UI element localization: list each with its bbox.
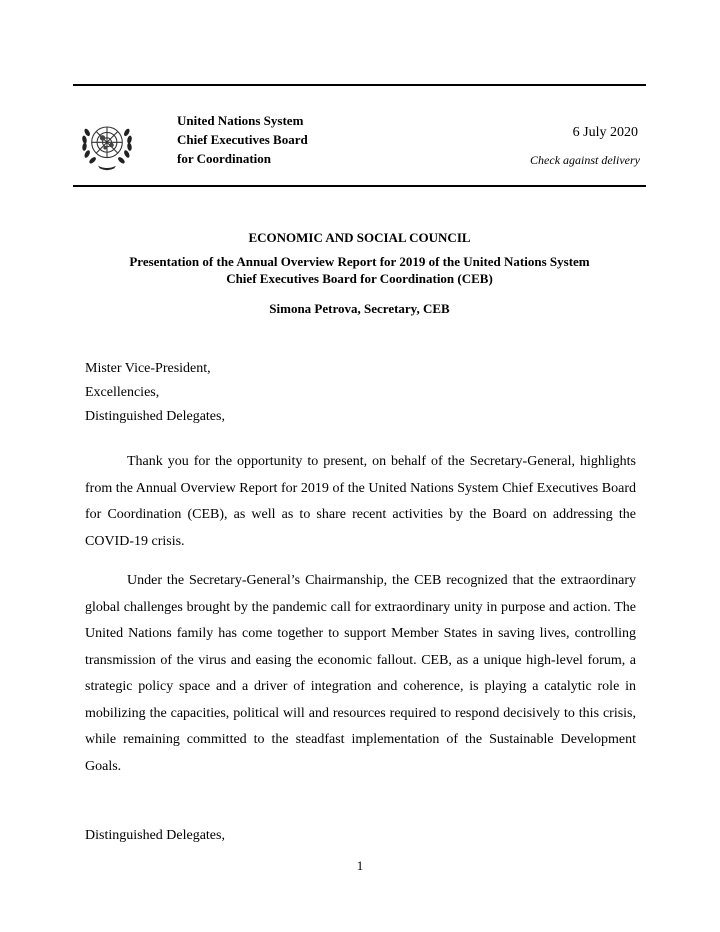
document-date: 6 July 2020 [572,125,638,140]
header-top-rule [73,84,646,86]
org-line-3: for Coordination [177,151,272,166]
body-paragraph-2 [85,568,636,780]
org-line-1: United Nations System [177,113,304,128]
salutation-line-1: Mister Vice-President, [85,361,211,376]
salutation-line-2: Excellencies, [85,385,160,400]
org-line-2: Chief Executives Board [177,132,308,147]
speaker-line: Simona Petrova, Secretary, CEB [269,301,450,316]
page-number: 1 [356,858,364,873]
paragraph-1-text: Thank you for the opportunity to present, on behalf of the Secretary-General, highlights from the Annual Overview Report for 2019 of the United Nations System Chief Executives Board for Coordination (CEB), as well as to share recent activities by the Board on addressing the COVID-19 crisis. [85,454,636,549]
header-bottom-rule [73,185,646,187]
salutation-line-3: Distinguished Delegates, [85,409,225,424]
closing-salutation: Distinguished Delegates, [85,828,225,843]
presentation-title-line-1: Presentation of the Annual Overview Report for 2019 of the United Nations System [129,254,590,269]
delivery-note: Check against delivery [530,153,640,167]
presentation-title-line-2: Chief Executives Board for Coordination (CEB) [226,271,493,286]
body-paragraph-1 [85,449,636,555]
organization-name [177,111,308,168]
salutation-block [85,357,225,429]
un-emblem-icon [80,118,134,172]
paragraph-2-text: Under the Secretary-General’s Chairmanship, the CEB recognized that the extraordinary global challenges brought by the pandemic call for extraordinary unity in purpose and action. The United Nations family has come together to support Member States in saving lives, controlling transmission of the virus and easing the economic fallout. CEB, as a unique high-level forum, a strategic policy space and a driver of integration and coherence, is playing a catalytic role in mobilizing the capacities, political will and resources required to respond decisively to this crisis, while remaining committed to the steadfast implementation of the Sustainable Development Goals. [85,573,636,774]
presentation-title [73,253,646,287]
council-heading: ECONOMIC AND SOCIAL COUNCIL [248,230,471,245]
